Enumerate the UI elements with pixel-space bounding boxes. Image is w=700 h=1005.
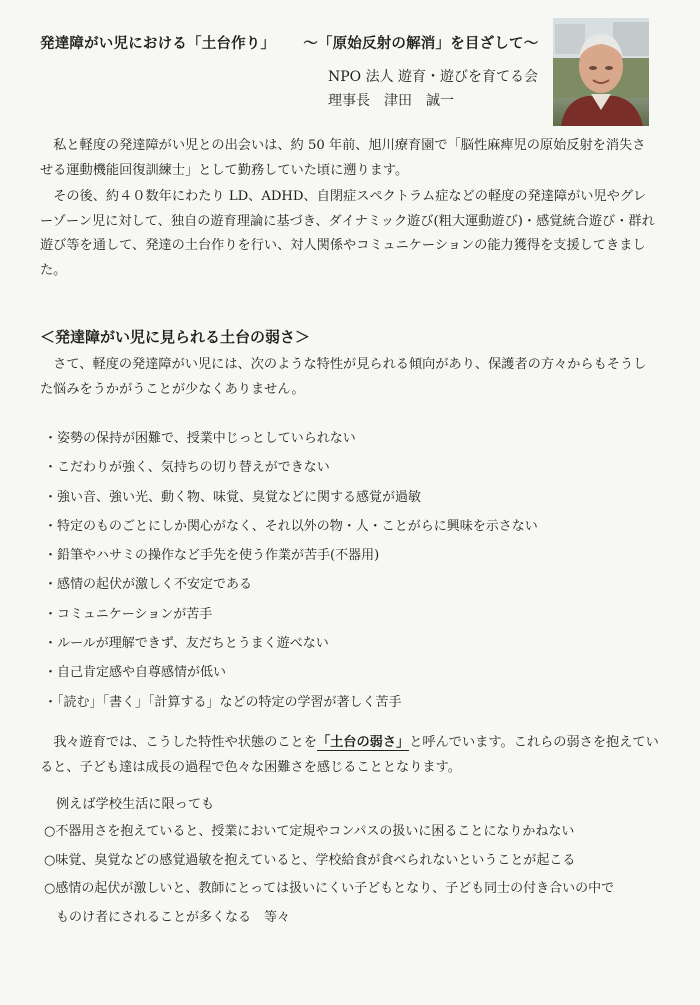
list-item: ・「読む」「書く」「計算する」などの特定の学習が著しく苦手 <box>44 694 402 710</box>
list-item: ・鉛筆やハサミの操作など手先を使う作業が苦手(不器用) <box>44 548 380 564</box>
title-main: 発達障がい児における「土台作り」 <box>40 36 276 52</box>
organization-name: NPO 法人 遊育・遊びを育てる会 <box>328 69 539 85</box>
list-item: ・感情の起伏が激しく不安定である <box>44 577 253 593</box>
example-continuation: ものけ者にされることが多くなる 等々 <box>56 909 291 925</box>
list-item: ・コミュニケーションが苦手 <box>44 606 213 622</box>
intro-paragraph: 私と軽度の発達障がい児との出会いは、約 50 年前、旭川療育園で「脳性麻痺児の原始反射を消失させる運動機能回復訓練士」として勤務していた頃に遡ります。 <box>40 138 646 178</box>
closing-paragraph <box>40 730 660 780</box>
list-item: ・自己肯定感や自尊感情が低い <box>44 665 227 681</box>
section-heading: ＜発達障がい児に見られる土台の弱さ＞ <box>40 328 311 346</box>
list-item: ・姿勢の保持が困難で、授業中じっとしていられない <box>44 431 356 446</box>
closing-before: 我々遊育では、こうした特性や状態のことを <box>53 735 317 750</box>
portrait-image <box>553 18 649 126</box>
examples-list <box>44 818 614 932</box>
document-title <box>40 32 538 53</box>
intro-paragraph: その後、約４０数年にわたり LD、ADHD、自閉症スペクトラム症などの軽度の発達障がい児やグレーゾーン児に対して、独自の遊育理論に基づき、ダイナミック遊び(粗大運動遊び)・感覚統合遊び・群れ遊び等を通して、発達の土台作りを行い、対人関係やコミュニケーションの能力獲得を支援してきました。 <box>40 189 655 278</box>
closing-text <box>40 730 660 780</box>
author-photo <box>553 18 649 126</box>
closing-after: と呼んでいます。これらの弱さを抱えていると、子ども達は成長の過程で色々な困難さを感じることとなります。 <box>40 735 659 775</box>
example-item: ○感情の起伏が激しいと、教師にとっては扱いにくい子どもとなり、子ども同士の付き合いの中で <box>44 881 615 896</box>
traits-list <box>44 424 538 717</box>
intro-section <box>40 134 658 283</box>
section-intro: さて、軽度の発達障がい児には、次のような特性が見られる傾向があり、保護者の方々からもそうした悩みをうかがうことが少なくありません。 <box>40 357 647 397</box>
example-item: ○味覚、臭覚などの感覚過敏を抱えていると、学校給食が食べられないということが起こる <box>44 852 576 868</box>
title-subtitle: 〜「原始反射の解消」を目ざして〜 <box>303 36 539 52</box>
list-item: ・ルールが理解できず、友だちとうまく遊べない <box>44 636 329 652</box>
list-item: ・こだわりが強く、気持ちの切り替えができない <box>44 460 330 476</box>
list-item: ・特定のものごとにしか関心がなく、それ以外の物・人・ことがらに興味を示さない <box>44 518 538 534</box>
author-block <box>328 66 538 114</box>
list-item: ・強い音、強い光、動く物、味覚、臭覚などに関する感覚が過敏 <box>44 489 422 505</box>
author-name: 理事長 津田 誠一 <box>328 93 454 109</box>
example-intro: 例えば学校生活に限っても <box>56 797 215 812</box>
keyword-foundation-weakness: 「土台の弱さ」 <box>316 735 410 750</box>
example-item: ○不器用さを抱えていると、授業において定規やコンパスの扱いに困ることになりかねない <box>44 824 575 839</box>
